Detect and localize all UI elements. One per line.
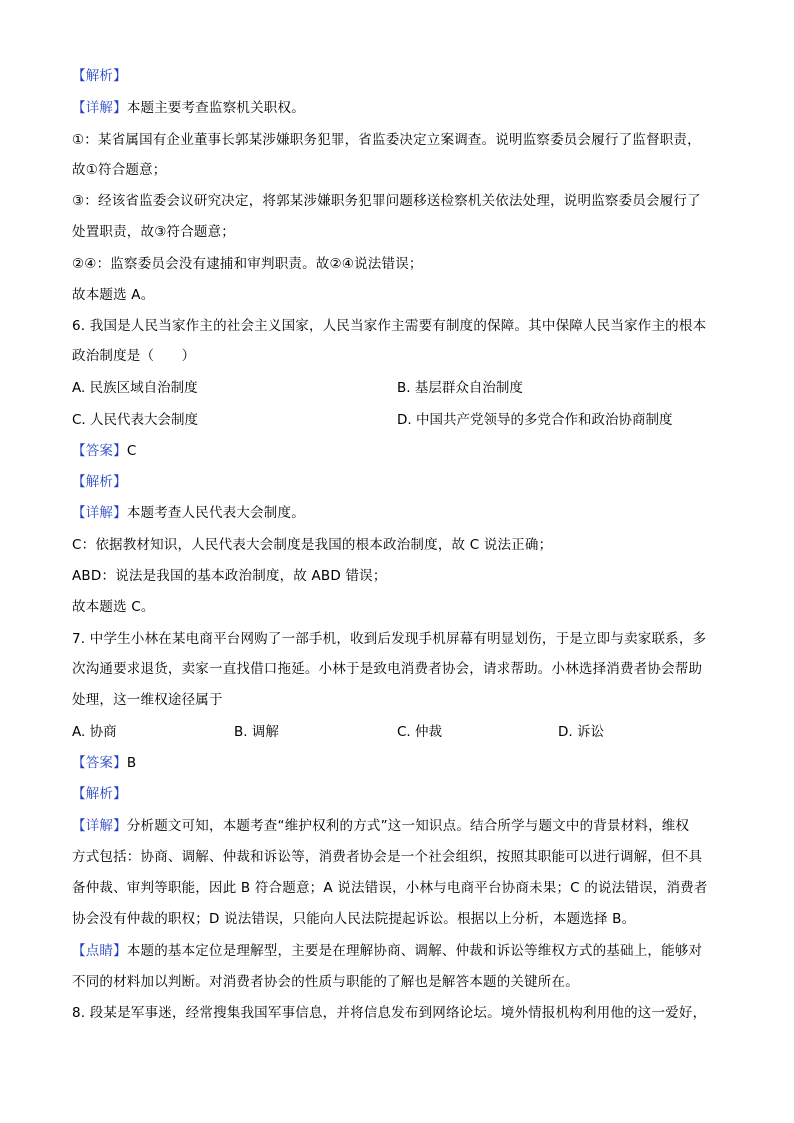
q6-detail-paragraph xyxy=(72,503,724,523)
q7-detail-line1-wrap xyxy=(72,816,724,836)
q6-analysis-tag: 【解析】 xyxy=(72,474,127,490)
q6-option-b: B. 基层群众自治制度 xyxy=(397,380,523,396)
q7-analysis-tag: 【解析】 xyxy=(72,786,127,802)
q7-option-b: B. 调解 xyxy=(234,724,279,740)
q7-stem-line1: 7. 中学生小林在某电商平台网购了一部手机，收到后发现手机屏幕有明显划伤，于是立即与卖家联系，多 xyxy=(72,631,707,647)
q6-stem-line2: 政治制度是（ ） xyxy=(72,348,196,364)
q7-detail-tag: 【详解】 xyxy=(72,818,127,834)
q5-analysis-tag: 【解析】 xyxy=(72,68,127,84)
q6-option-a: A. 民族区域自治制度 xyxy=(72,380,198,396)
q6-option-d: D. 中国共产党领导的多党合作和政治协商制度 xyxy=(397,412,673,428)
q5-detail-paragraph xyxy=(72,98,724,118)
q6-answer-line xyxy=(72,441,724,461)
q5-point3-line2: 处置职责，故③符合题意； xyxy=(72,224,236,240)
q6-stem-line1: 6. 我国是人民当家作主的社会主义国家，人民当家作主需要有制度的保障。其中保障人民当家作主的根本 xyxy=(72,318,707,334)
q5-point3-line1: ③：经该省监委会议研究决定，将郭某涉嫌职务犯罪问题移送检察机关依法处理，说明监察委员会履行了 xyxy=(72,193,701,209)
q7-option-c: C. 仲裁 xyxy=(397,724,443,740)
q7-option-a: A. 协商 xyxy=(72,724,117,740)
q7-detail-line2: 方式包括：协商、调解、仲裁和诉讼等，消费者协会是一个社会组织，按照其职能可以进行调解，但不具 xyxy=(72,849,703,865)
q7-detail-line3: 备仲裁、审判等职能，因此 B 符合题意；A 说法错误，小林与电商平台协商未果；C 的说法错误，消费者 xyxy=(72,880,708,896)
q7-comment-line2: 不同的材料加以判断。对消费者协会的性质与职能的了解也是解答本题的关键所在。 xyxy=(72,974,579,990)
q7-option-d: D. 诉讼 xyxy=(558,724,604,740)
q6-point-c: C：依据教材知识，人民代表大会制度是我国的根本政治制度，故 C 说法正确； xyxy=(72,537,553,553)
q6-detail-intro: 本题考查人民代表大会制度。 xyxy=(126,505,305,521)
q6-answer: C xyxy=(126,443,137,459)
q7-answer-tag: 【答案】 xyxy=(72,755,127,771)
q7-answer: B xyxy=(126,755,137,771)
q6-answer-tag: 【答案】 xyxy=(72,443,127,459)
q5-point24-line: ②④：监察委员会没有逮捕和审判职责。故②④说法错误； xyxy=(72,256,423,272)
q7-comment-line1-wrap xyxy=(72,941,724,961)
q5-conclusion: 故本题选 A。 xyxy=(72,287,155,303)
q6-conclusion: 故本题选 C。 xyxy=(72,599,155,615)
q6-point-abd: ABD：说法是我国的基本政治制度，故 ABD 错误； xyxy=(72,568,387,584)
q5-detail-tag: 【详解】 xyxy=(72,100,127,116)
q8-stem-line1: 8. 段某是军事迷，经常搜集我国军事信息，并将信息发布到网络论坛。境外情报机构利用他的这一爱好， xyxy=(72,1005,707,1021)
q6-detail-tag: 【详解】 xyxy=(72,505,127,521)
q5-point1-line1: ①：某省属国有企业董事长郭某涉嫌职务犯罪，省监委决定立案调查。说明监察委员会履行了监督职责， xyxy=(72,132,701,148)
q6-option-c: C. 人民代表大会制度 xyxy=(72,412,199,428)
q7-detail-line4: 协会没有仲裁的职权；D 说法错误，只能向人民法院提起诉讼。根据以上分析，本题选择 B。 xyxy=(72,911,636,927)
q7-comment-line1: 本题的基本定位是理解型，主要是在理解协商、调解、仲裁和诉讼等维权方式的基础上，能够对 xyxy=(126,943,703,959)
q5-point1-line2: 故①符合题意； xyxy=(72,162,167,178)
q7-stem-line2: 次沟通要求退货，卖家一直找借口拖延。小林于是致电消费者协会，请求帮助。小林选择消费者协会帮助 xyxy=(72,661,703,677)
q7-stem-line3: 处理，这一维权途径属于 xyxy=(72,692,223,708)
q7-answer-line xyxy=(72,753,724,773)
q5-detail-intro: 本题主要考查监察机关职权。 xyxy=(126,100,305,116)
q7-comment-tag: 【点睛】 xyxy=(72,943,127,959)
q7-detail-line1: 分析题文可知，本题考查“维护权利的方式”这一知识点。结合所学与题文中的背景材料，维权 xyxy=(126,818,690,834)
